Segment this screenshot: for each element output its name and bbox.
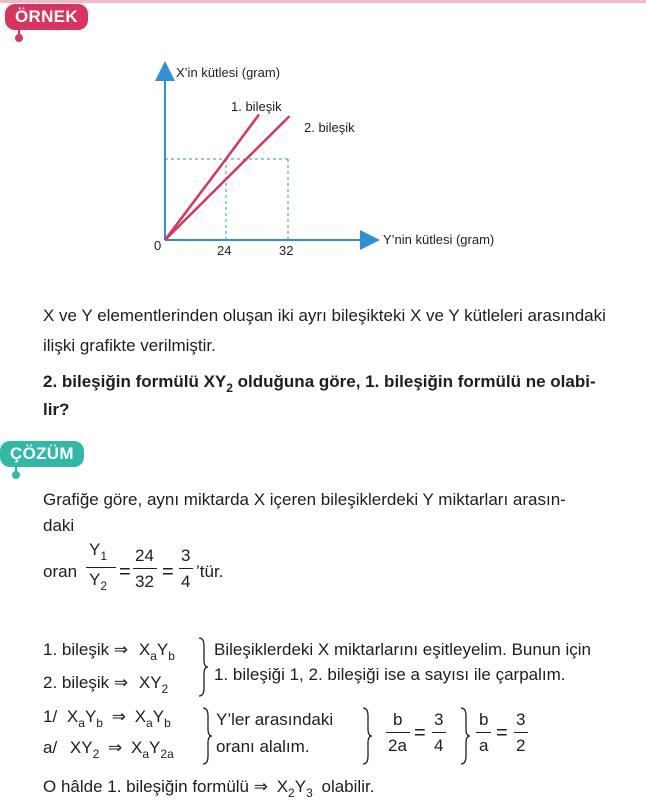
mass-chart: [0, 55, 646, 265]
ratio-bar-1: [86, 567, 116, 568]
brace-3: [360, 706, 374, 766]
num-3: 3: [181, 546, 191, 565]
fraction-b-2a: b 2a = 3 4: [386, 708, 506, 768]
y-axis-label: X’in kütlesi (gram): [176, 65, 281, 80]
series-label-compound-2: 2. bileşik: [304, 120, 355, 135]
compound-1-row: 1. bileşik ⇒ $X_aY_b$: [43, 640, 175, 663]
multiplied-row-1: 1/ $X_aY_b$ ⇒ $X_aY_b$: [43, 707, 171, 730]
example-tag: ÖRNEK: [5, 4, 88, 30]
series-line-compound-2: [165, 116, 290, 240]
question-line-1: X ve Y elementlerinden oluşan iki ayrı bileşikteki X ve Y kütleleri arasındaki: [43, 306, 606, 325]
note-line-2: 1. bileşiği 1, 2. bileşiği ise a sayısı ile çarpalım.: [214, 665, 566, 684]
top-border: [0, 0, 646, 3]
brace-4: [458, 706, 472, 766]
question-bold-line-1: 2. bileşiğin formülü $XY_2$ olduğuna göre, 1. bileşiğin formülü ne olabi-: [43, 372, 596, 395]
brace-1: [196, 636, 210, 698]
multiplied-row-2: a/ $XY_2$ ⇒ $X_aY_{2a}$: [43, 738, 174, 761]
ratio-bar-3: [179, 568, 193, 569]
x-axis-label: Y’nin kütlesi (gram): [383, 232, 495, 247]
equals-2: =: [162, 561, 174, 583]
x-tick-32: 32: [279, 243, 294, 258]
series-line-compound-1: [165, 115, 259, 241]
note2-line-1: Y’ler arasındaki: [216, 710, 334, 729]
note2-line-2: oranı alalım.: [216, 737, 310, 756]
den-32: 32: [135, 572, 154, 591]
equals-1: =: [119, 561, 131, 583]
series-label-compound-1: 1. bileşik: [231, 99, 282, 114]
fraction-b-a: b a = 3 2: [476, 708, 536, 768]
question-bold-line-2: lir?: [43, 400, 70, 419]
den-4: 4: [181, 572, 191, 591]
ratio-y2: $Y_2$: [88, 570, 108, 593]
solution-line-2: daki: [43, 516, 75, 535]
ratio-y1: $Y_1$: [88, 540, 108, 563]
solution-tag: ÇÖZÜM: [0, 441, 84, 467]
ratio-word: oran: [43, 562, 78, 581]
brace-2: [200, 706, 214, 766]
example-tag-dot: [15, 34, 23, 42]
num-24: 24: [135, 546, 154, 565]
question-line-2: ilişki grafikte verilmiştir.: [43, 336, 216, 355]
final-line: O hâlde 1. bileşiğin formülü ⇒ $X_2Y_3$ olabilir.: [43, 777, 375, 800]
compound-2-row: 2. bileşik ⇒ $XY_2$: [43, 673, 169, 696]
ratio-bar-2: [133, 568, 157, 569]
solution-tag-dot: [12, 471, 20, 479]
solution-line-1: Grafiğe göre, aynı miktarda X içeren bileşiklerdeki Y miktarları arasın-: [43, 490, 566, 509]
x-tick-24: 24: [217, 243, 232, 258]
origin-label: 0: [154, 238, 162, 253]
note-line-1: Bileşiklerdeki X miktarlarını eşitleyelim. Bunun için: [214, 640, 591, 659]
tur-suffix: ’tür.: [196, 562, 224, 581]
